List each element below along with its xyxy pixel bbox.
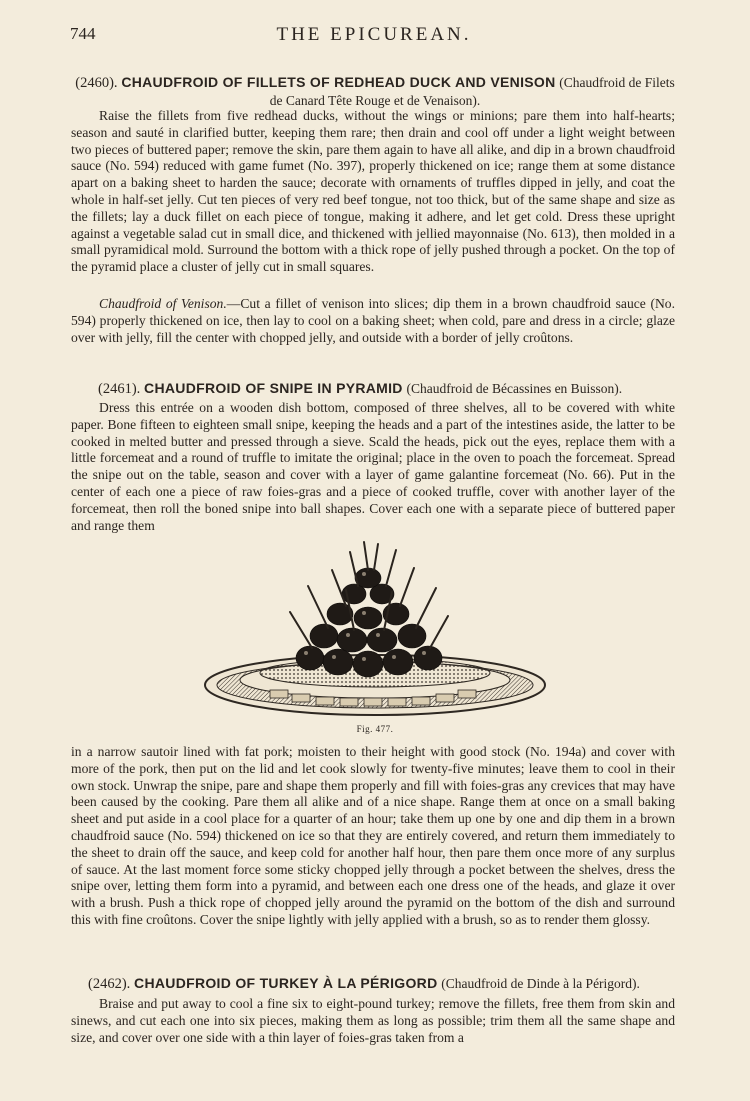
recipe-2461-subtitle: (Chaudfroid de Bécassines en Buisson). (406, 381, 623, 396)
page-header (70, 24, 678, 50)
recipe-2460-number: (2460). (75, 75, 118, 91)
recipe-2460-title: CHAUDFROID OF FILLETS OF REDHEAD DUCK AND VENISON (121, 74, 556, 90)
recipe-2461-number: (2461). (98, 381, 141, 397)
recipe-2460-heading (70, 74, 680, 109)
recipe-2460-subtitle-cont: de Canard Tête Rouge et de Venaison). (269, 93, 481, 108)
recipe-2461-body-2: in a narrow sautoir lined with fat pork; moisten to their height with good stock (No. 194a) and cover with more of the pork, then put on the lid and let cook slowly for twenty-five minutes; leave them to cool in their own stock. Unwrap the snipe, pare and shape them properly and fill with foies-gras any crevices that may have been caused by the cooking. Pare them all alike and of a nice shape. Range them at once on a small baking sheet and put aside in a cool place for a quarter of an hour; take them up one by one and dip them in a brown chaudfroid sauce (No. 594) thickened on ice so that they are entirely covered, and return them immediately to the sheet to drain off the sauce, and keep cold for another half hour, then pare them once more of any surplus of sauce. At the last moment force some sticky chopped jelly through a pocket between the shelves, dress the snipe over, letting them form into a pyramid, and between each one dress one of the heads, and glaze it over with a brush. Push a thick rope of chopped jelly around the pyramid on the bottom of the dish and surround this with fine croûtons. Cover the snipe lightly with jelly applied with a brush, so as to render them glossy. (71, 744, 675, 927)
recipe-2461-heading (98, 380, 678, 398)
snipe-pyramid-illustration (200, 540, 550, 730)
recipe-2462-heading (88, 975, 690, 993)
figure-caption: Fig. 477. (356, 724, 394, 734)
recipe-2462-body: Braise and put away to cool a fine six to eight-pound turkey; remove the fillets, free them from skin and sinews, and cut each one into six pieces, making them as long as possible; trim them all the same shape and size, and cover over one side with a thin layer of foies-gras taken from a (71, 996, 675, 1045)
page-number: 744 (70, 24, 96, 43)
recipe-2462-subtitle: (Chaudfroid de Dinde à la Périgord). (441, 976, 640, 991)
venison-variation-title: Chaudfroid of Venison. (99, 296, 227, 311)
running-head: THE EPICUREAN. (276, 24, 472, 45)
recipe-2460-venison (71, 296, 675, 346)
recipe-2461-body-1: Dress this entrée on a wooden dish bottom, composed of three shelves, all to be covered with white paper. Bone fifteen to eighteen small snipe, keeping the heads and a part of the intestines aside, the latter to be cooked in melted butter and pressed through a sieve. Scald the heads, pick out the eyes, replace them with a little forcemeat and a round of truffle to imitate the original; place in the oven to poach the forcemeat. Spread the snipe out on the table, season and cover with a layer of game galantine forcemeat (No. 66). Put in the center of each one a piece of raw foies-gras and a piece of cooked truffle, cover with another layer of the forcemeat, then roll the boned snipe into ball shapes. Cover each one with a separate piece of buttered paper and range them (71, 400, 675, 533)
venison-variation-body: —Cut a fillet of venison into slices; dip them in a brown chaudfroid sauce (No. 594) properly thickened on ice, then lay to cool on a baking sheet; when cold, pare and dress in a circle; glaze over with jelly, fill the center with chopped jelly, and outside with a border of jelly croûtons. (71, 296, 675, 345)
recipe-2460-subtitle: (Chaudfroid de Filets (559, 75, 675, 90)
recipe-2462-number: (2462). (88, 976, 131, 992)
recipe-2460-body: Raise the fillets from five redhead ducks, without the wings or minions; pare them into half-hearts; season and sauté in clarified butter, keeping them rare; then drain and cool off under a light weight between two pieces of buttered paper; remove the skin, pare them again to have all alike, and dip in a brown chaudfroid sauce (No. 594) reduced with game fumet (No. 397), properly thickened on ice; range them at some distance apart on a baking sheet to harden the sauce; decorate with ornaments of truffles dipped in jelly, and coat the whole in half-set jelly. Cut ten pieces of very red beef tongue, not too thick, but of the same shape and size as the fillets; lay a duck fillet on each piece of tongue, making it adhere, and let get cold. Dress these upright against a vegetable salad cut in small dice, and thickened with jellied mayonnaise (No. 613), then molded in a small pyramidical mold. Surround the bottom with a thick rope of jelly pushed through a pocket. On the top of the pyramid place a cluster of jelly cut in small squares. (71, 108, 675, 275)
recipe-2462-title: CHAUDFROID OF TURKEY À LA PÉRIGORD (134, 975, 438, 991)
recipe-2461-title: CHAUDFROID OF SNIPE IN PYRAMID (144, 380, 403, 396)
